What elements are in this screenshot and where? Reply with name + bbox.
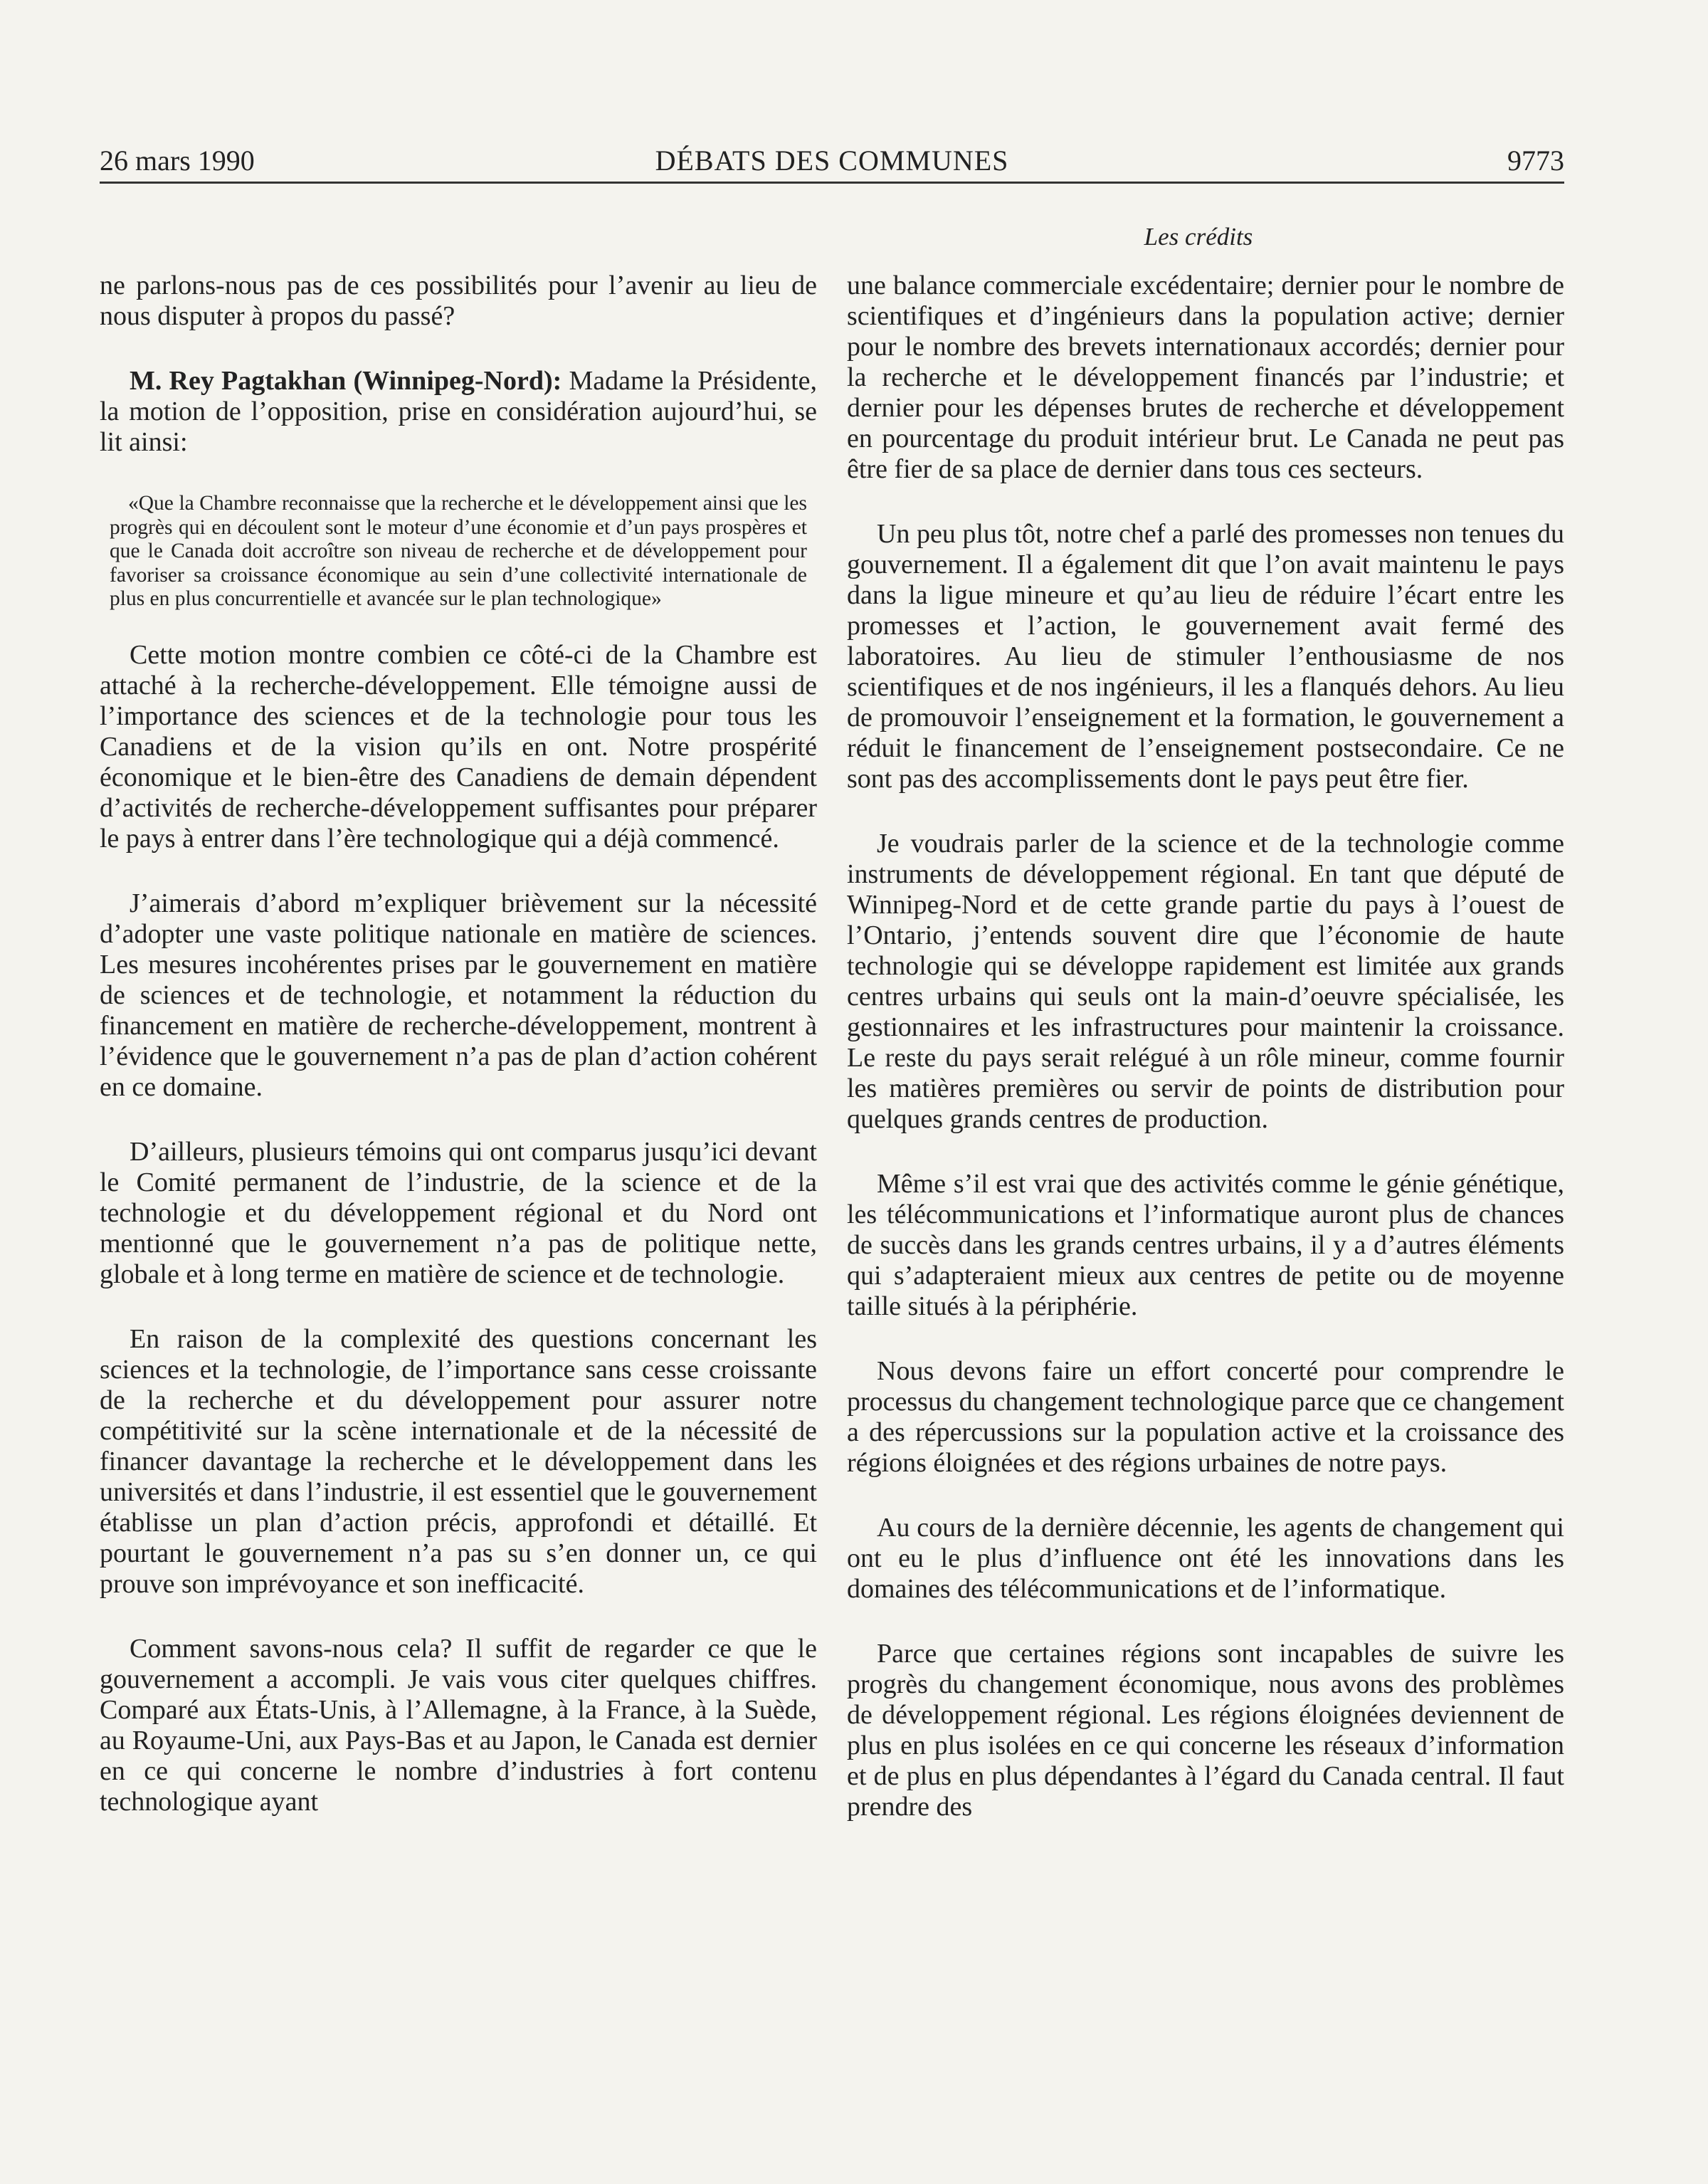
- paragraph: Comment savons-nous cela? Il suffit de regarder ce que le gouvernement a accompli. Je vais vous citer quelques chiffres. Comparé aux États-Unis, à l’Allemagne, à la France, à la Suède, au Royaume-Uni, aux Pays-Bas et au Japon, le Canada est dernier en ce qui concerne le nombre d’industries à fort contenu technologique ayant: [100, 1633, 817, 1817]
- paragraph: D’ailleurs, plusieurs témoins qui ont comparus jusqu’ici devant le Comité permanent de l’industrie, de la science et de la technologie et du développement régional et du Nord ont mentionné que le gouvernement n’a pas de politique nette, globale et à long terme en matière de science et de technologie.: [100, 1136, 817, 1289]
- header-date: 26 mars 1990: [100, 145, 255, 177]
- paragraph: ne parlons-nous pas de ces possibilités pour l’avenir au lieu de nous disputer à propos du passé?: [100, 271, 817, 331]
- paragraph: Parce que certaines régions sont incapables de suivre les progrès du changement économique, nous avons des problèmes de développement régional. Les régions éloignées deviennent de plus en plus isolées en ce qui concerne les réseaux d’information et de plus en plus dépendantes à l’égard du Canada central. Il faut prendre des: [847, 1639, 1564, 1822]
- paragraph: Au cours de la dernière décennie, les agents de changement qui ont eu le plus d’influence ont été les innovations dans les domaines des télécommunications et de l’informatique.: [847, 1513, 1564, 1604]
- right-column: [847, 271, 1564, 1857]
- header-rule: [100, 182, 1564, 184]
- paragraph: En raison de la complexité des questions concernant les sciences et la technologie, de l’importance sans cesse croissante de la recherche et du développement pour assurer notre compétitivité sur la scène internationale et de la nécessité de financer davantage la recherche et le développement dans les universités et dans l’industrie, il est essentiel que le gouvernement établisse un plan d’action précis, approfondi et détaillé. Et pourtant le gouvernement n’a pas su s’en donner un, ce qui prouve son imprévoyance et son inefficacité.: [100, 1323, 817, 1599]
- header-title: DÉBATS DES COMMUNES: [655, 145, 1009, 177]
- speaker-paragraph: [100, 366, 817, 458]
- running-header: [100, 140, 1564, 182]
- motion-quote: «Que la Chambre reconnaisse que la recherche et le développement ainsi que les progrès qui en découlent sont le moteur d’une économie et d’un pays prospères et que le Canada doit accroître son niveau de recherche et de développement pour favoriser sa croissance économique au sein d’une collectivité internationale de plus en plus concurrentielle et avancée sur le plan technologique»: [110, 492, 807, 610]
- paragraph: une balance commerciale excédentaire; dernier pour le nombre de scientifiques et d’ingénieurs dans la population active; dernier pour le nombre des brevets internationaux accordés; dernier pour la recherche et le développement financés par l’industrie; et dernier pour les dépenses brutes de recherche et développement en pourcentage du produit intérieur brut. Le Canada ne peut pas être fier de sa place de dernier dans tous ces secteurs.: [847, 271, 1564, 484]
- paragraph: Un peu plus tôt, notre chef a parlé des promesses non tenues du gouvernement. Il a également dit que l’on avait maintenu le pays dans la ligue mineure et qu’au lieu de réduire l’écart entre les promesses et l’action, le gouvernement avait fermé des laboratoires. Au lieu de stimuler l’enthousiasme de nos scientifiques et de nos ingénieurs, il les a flanqués dehors. Au lieu de promouvoir l’enseignement et la formation, le gouvernement a réduit le financement de l’enseignement postsecondaire. Ce ne sont pas des accomplissements dont le pays peut être fier.: [847, 519, 1564, 794]
- paragraph: Même s’il est vrai que des activités comme le génie génétique, les télécommunications et l’informatique auront plus de chances de succès dans les grands centres urbains, il y a d’autres éléments qui s’adapteraient mieux aux centres de petite ou de moyenne taille situés à la périphérie.: [847, 1169, 1564, 1321]
- left-column: [100, 271, 817, 1852]
- paragraph: Je voudrais parler de la science et de la technologie comme instruments de développement régional. En tant que député de Winnipeg-Nord et de cette grande partie du pays à l’ouest de l’Ontario, j’entends souvent dire que l’économie de haute technologie qui se développe rapidement est limitée aux grands centres urbains qui seuls ont la main-d’oeuvre spécialisée, les gestionnaires et les infrastructures pour maintenir la croissance. Le reste du pays serait relégué à un rôle mineur, comme fournir les matières premières ou servir de points de distribution pour quelques grands centres de production.: [847, 829, 1564, 1134]
- paragraph: Cette motion montre combien ce côté-ci de la Chambre est attaché à la recherche-développement. Elle témoigne aussi de l’importance des sciences et de la technologie pour tous les Canadiens et de la vision qu’ils en ont. Notre prospérité économique et le bien-être des Canadiens de demain dépendent d’activités de recherche-développement suffisantes pour préparer le pays à entrer dans l’ère technologique qui a déjà commencé.: [100, 639, 817, 854]
- section-title: Les crédits: [1144, 223, 1253, 251]
- page-number: 9773: [1507, 145, 1564, 177]
- paragraph: Nous devons faire un effort concerté pour comprendre le processus du changement technologique parce que ce changement a des répercussions sur la population active et la croissance des régions éloignées et des régions urbaines de notre pays.: [847, 1356, 1564, 1478]
- speaker-name: M. Rey Pagtakhan (Winnipeg-Nord):: [130, 366, 562, 396]
- speaker-text: Madame la Présidente, la motion de l’opposition, prise en considération aujourd’hui, se lit ainsi:: [100, 366, 817, 457]
- paragraph: J’aimerais d’abord m’expliquer brièvement sur la nécessité d’adopter une vaste politique nationale en matière de sciences. Les mesures incohérentes prises par le gouvernement en matière de sciences et de technologie, et notamment la réduction du financement en matière de recherche-développement, montrent à l’évidence que le gouvernement n’a pas de plan d’action cohérent en ce domaine.: [100, 888, 817, 1102]
